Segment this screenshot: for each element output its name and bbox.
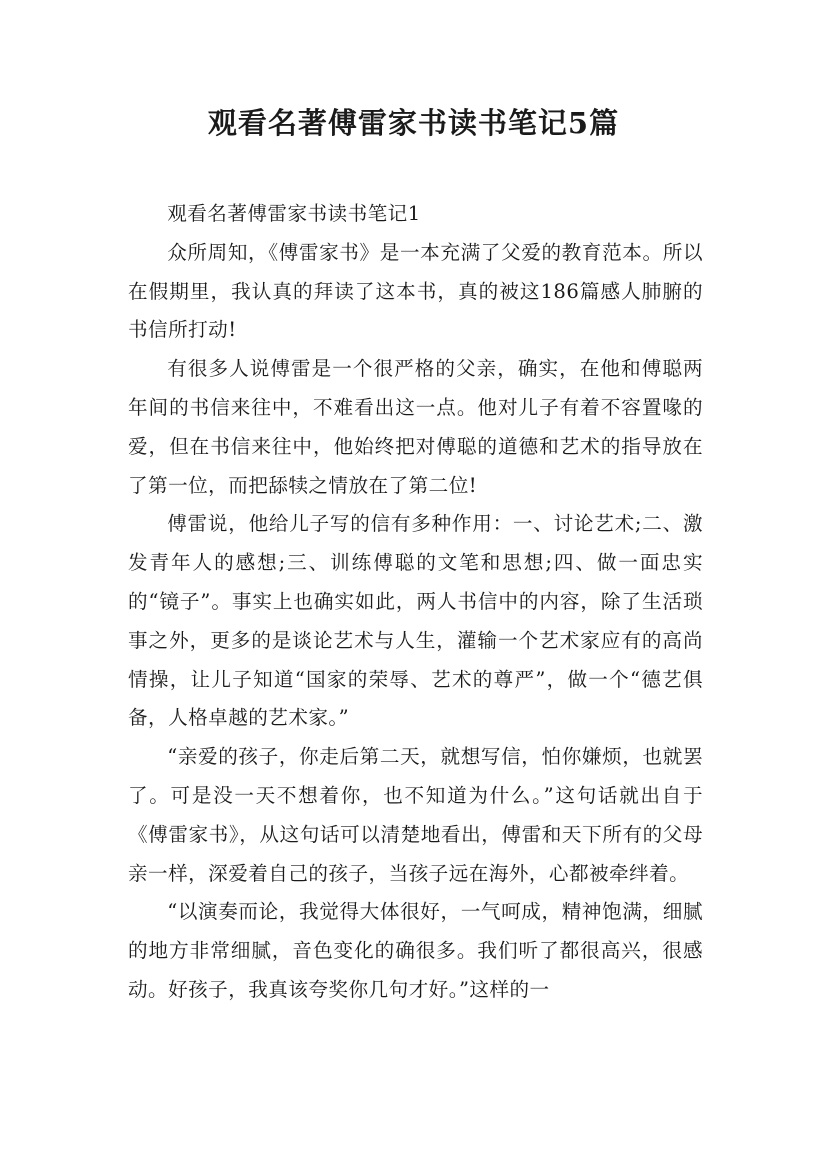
paragraph: 众所周知，《傅雷家书》是一本充满了父爱的教育范本。所以在假期里，我认真的拜读了这本书，真的被这186篇感人肺腑的书信所打动! [128,240,703,342]
paragraph: 傅雷说，他给儿子写的信有多种作用：一、讨论艺术;二、激发青年人的感想;三、训练傅聪的文笔和思想;四、做一面忠实的“镜子”。事实上也确实如此，两人书信中的内容，除了生活琐事之外，更多的是谈论艺术与人生，灌输一个艺术家应有的高尚情操，让儿子知道“国家的荣辱、艺术的尊严”，做一个“德艺俱备，人格卓越的艺术家。” [128,512,703,730]
document-body [128,195,703,1010]
paragraph: 有很多人说傅雷是一个很严格的父亲，确实，在他和傅聪两年间的书信来往中，不难看出这一点。他对儿子有着不容置喙的爱，但在书信来往中，他始终把对傅聪的道德和艺术的指导放在了第一位，而把舔犊之情放在了第二位! [128,357,703,497]
paragraph: “以演奏而论，我觉得大体很好，一气呵成，精神饱满，细腻的地方非常细腻，音色变化的确很多。我们听了都很高兴，很感动。好孩子，我真该夸奖你几句才好。”这样的一 [128,900,703,1001]
paragraph: “亲爱的孩子，你走后第二天，就想写信，怕你嫌烦，也就罢了。可是没一天不想着你，也不知道为什么。”这句话就出自于《傅雷家书》，从这句话可以清楚地看出，傅雷和天下所有的父母亲一样，深爱着自己的孩子，当孩子远在海外，心都被牵绊着。 [128,745,703,885]
document-title: 观看名著傅雷家书读书笔记5篇 [207,106,620,140]
section-heading: 观看名著傅雷家书读书笔记1 [167,202,421,225]
